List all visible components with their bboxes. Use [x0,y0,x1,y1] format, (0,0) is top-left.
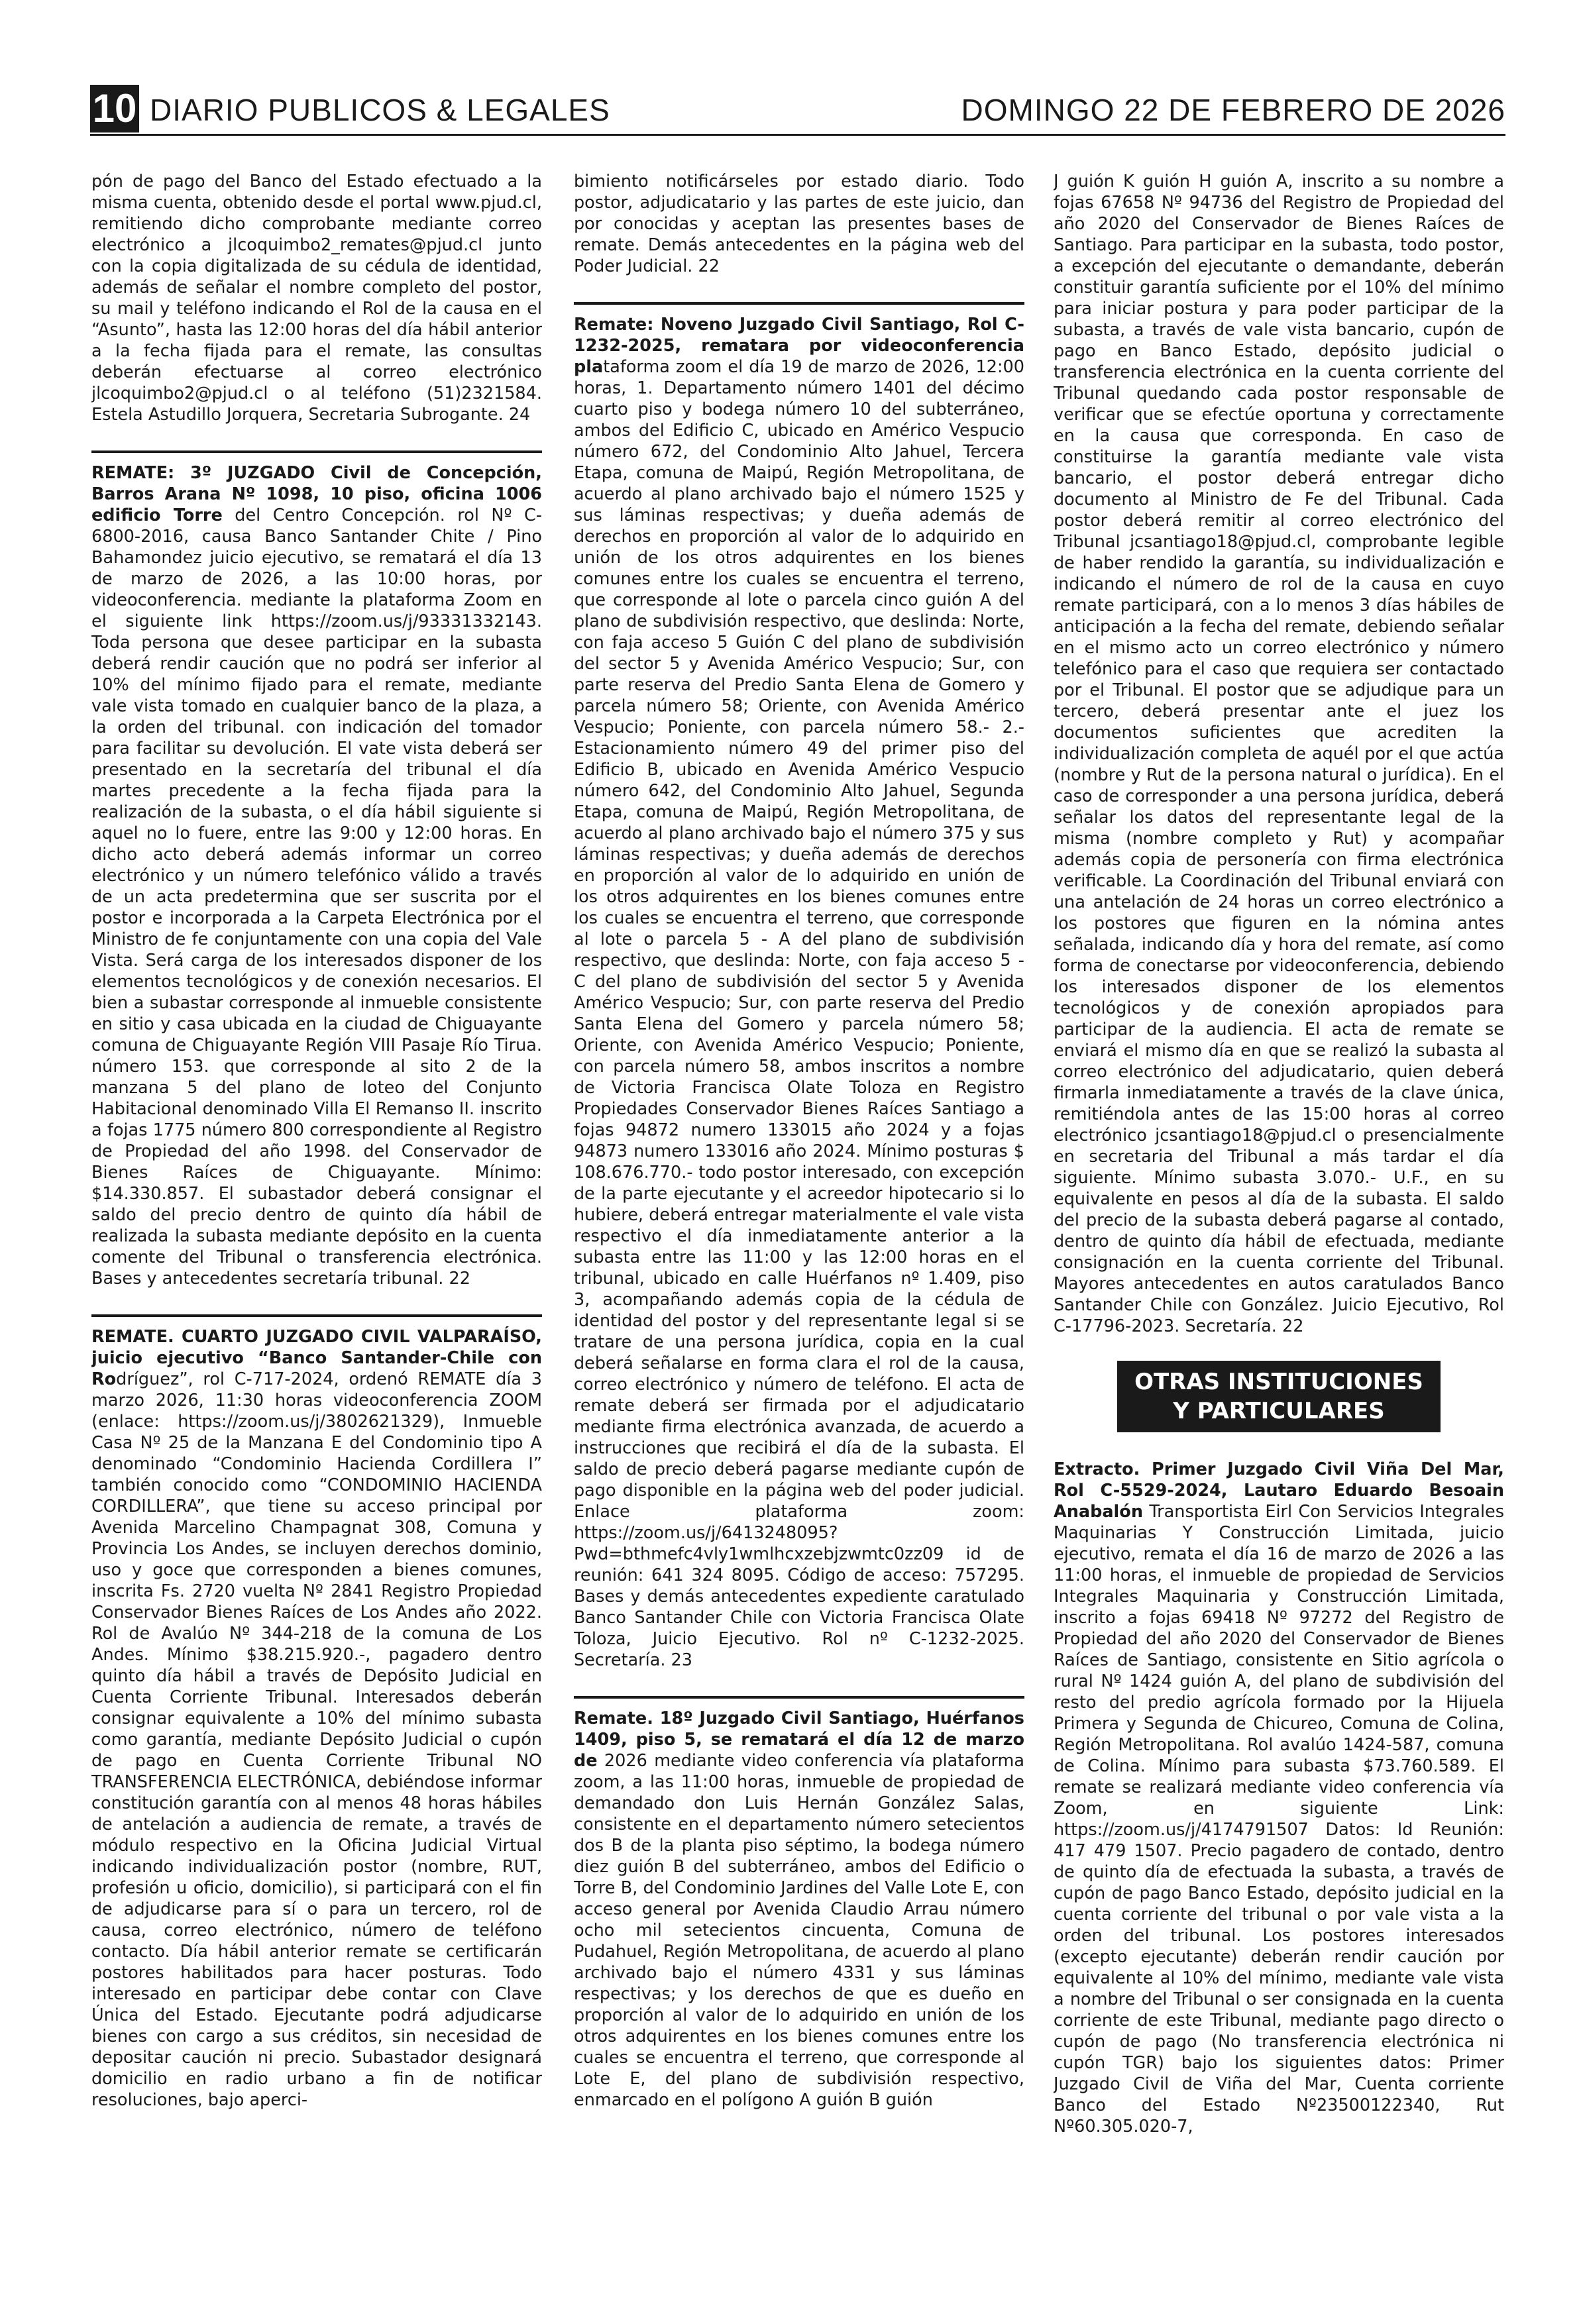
notice-heading: REMATE: 3º JUZGADO Civil de Concepción, Barros Arana Nº 1098, 10 piso, oficina 1006 edificio Torre [91,463,542,525]
legal-notice [91,450,542,1289]
notice-body: dríguez”, rol C-717-2024, ordenó REMATE día 3 marzo 2026, 11:30 horas videoconferencia ZOOM (enlace: https://zoom.us/j/3802621329), Inmueble Casa Nº 25 de la Manzana E del Condominio tipo A denominado “Condominio Hacienda Cordillera I” también conocido como “CONDOMINIO HACIENDA CORDILLERA”, que tiene su acceso principal por Avenida Marcelino Champagnat 308, Comuna y Provincia Los Andes, se incluyen derechos dominio, uso y goce que corresponden a bienes comunes, inscrita Fs. 2720 vuelta Nº 2841 Registro Propiedad Conservador Bienes Raíces de Los Andes año 2022. Rol de Avalúo Nº 344-218 de la comuna de Los Andes. Mínimo $38.215.920.-, pagadero dentro quinto día hábil a través de Depósito Judicial en Cuenta Corriente Tribunal. Interesados deberán consignar equivalente a 10% del mínimo subasta como garantía, mediante Depósito Judicial o cupón de pago en Cuenta Corriente Tribunal NO TRANSFERENCIA ELECTRÓNICA, debiéndose informar constitución garantía con al menos 48 horas hábiles de antelación a audiencia de remate, a través de módulo respectivo en la Oficina Judicial Virtual indicando individualización postor (nombre, RUT, profesión u oficio, domicilio), si participará con el fin de adjudicarse para sí o para un tercero, rol de causa, correo electrónico, número de teléfono contacto. Día hábil anterior remate se certificarán postores habilitados para hacer posturas. Todo interesado en participar debe contar con Clave Única del Estado. Ejecutante podrá adjudicarse bienes con cargo a sus créditos, sin necesidad de depositar caución ni precio. Subastador designará domicilio en radio urbano a fin de notificar resoluciones, bajo aperci- [91,1369,542,2110]
notice-heading: Remate. 18º Juzgado Civil Santiago, Huérfanos 1409, piso 5, se rematará el día 12 de marzo de [574,1709,1024,1771]
publication-date: DOMINGO 22 DE FEBRERO DE 2026 [961,93,1505,127]
section-badge-line-1: OTRAS INSTITUCIONES [1134,1369,1423,1395]
notice-body: 2026 mediante video conferencia vía plataforma zoom, a las 11:00 horas, inmueble de propiedad de demandado don Luis Hernán González Salas, consistente en el departamento número setecientos dos B de la planta piso séptimo, la bodega número diez guión B del subterráneo, ambos del Edificio o Torre B, del Condominio Jardines del Valle Lote E, con acceso general por Avenida Claudio Arrau número ocho mil setecientos cincuenta, Comuna de Pudahuel, Región Metropolitana, de acuerdo al plano archivado bajo el número 4331 y sus láminas respectivas; y los derechos de que es dueño en proporción al valor de lo adquirido en unión de los otros adquirentes en los bienes comunes entre los cuales se encuentra el terreno, que corresponde al Lote E, del plano de subdivisión respectivo, enmarcado en el polígono A guión B guión [574,1751,1024,2110]
notice-heading: Extracto. Primer Juzgado Civil Viña Del Mar, Rol C-5529-2024, Lautaro Eduardo Besoain Anabalón [1054,1459,1504,1522]
notice-heading: Remate: Noveno Juzgado Civil Santiago, Rol C-1232-2025, rematara por videoconferencia pla [574,315,1024,377]
publication-title: DIARIO PUBLICOS & LEGALES [150,93,610,127]
legal-notice [574,171,1024,277]
notice-heading: REMATE. CUARTO JUZGADO CIVIL VALPARAÍSO, juicio ejecutivo “Banco Santander-Chile con Ro [91,1327,542,1389]
page-number: 10 [90,85,139,132]
notice-body: J guión K guión H guión A, inscrito a su nombre a fojas 67658 Nº 94736 del Registro de Propiedad del año 2020 del Conservador de Bienes Raíces de Santiago. Para participar en la subasta, todo postor, a excepción del ejecutante o demandante, deberán constituir garantía suficiente por el 10% del mínimo para iniciar postura y para poder participar de la subasta, a través de vale vista bancario, cupón de pago en Banco Estado, depósito judicial o transferencia electrónica en la cuenta corriente del Tribunal quedando cada postor responsable de verificar que se efectúe oportuna y correctamente en la causa que corresponda. En caso de constituirse la garantía mediante vale vista bancario, el postor deberá entregar dicho documento al Ministro de Fe del Tribunal. Cada postor deberá remitir al correo electrónico del Tribunal jcsantiago18@pjud.cl, comprobante legible de haber rendido la garantía, su individualización e indicando el número de rol de la causa en cuyo remate participará, con a lo menos 3 días hábiles de anticipación a la fecha del remate, debiendo señalar en el mismo acto un correo electrónico y número telefónico para el caso que requiera ser contactado por el Tribunal. El postor que se adjudique para un tercero, deberá presentar ante el juez los documentos suficientes que acrediten la individualización completa de aquél por el que actúa (nombre y Rut de la persona natural o jurídica). En el caso de corresponder a una persona jurídica, deberá señalar los datos del representante legal de la misma (nombre completo y Rut) y acompañar además copia de personería con firma electrónica verificable. La Coordinación del Tribunal enviará con una antelación de 24 horas un correo electrónico a los postores que figuren en la nómina antes señalada, indicando día y hora del remate, así como forma de conectarse por videoconferencia, debiendo los interesados disponer de los elementos tecnológicos y de conexión apropiados para participar de la audiencia. El acta de remate se enviará el mismo día en que se realizó la subasta al correo electrónico del adjudicatario, quien deberá firmarla inmediatamente a través de la clave única, remitiéndola antes de las 15:00 horas al correo electrónico jcsantiago18@pjud.cl o presencialmente en secretaria del Tribunal a más tardar el día siguiente. Mínimo subasta 3.070.- U.F., en su equivalente en pesos al día de la subasta. El saldo del precio de la subasta deberá pagarse al contado, dentro de quinto día hábil de efectuada, mediante consignación en la cuenta corriente del Tribunal. Mayores antecedentes en autos caratulados Banco Santander Chile con González. Juicio Ejecutivo, Rol C-17796-2023. Secretaría. 22 [1054,172,1504,1336]
notice-body: taforma zoom el día 19 de marzo de 2026, 12:00 horas, 1. Departamento número 1401 del décimo cuarto piso y bodega número 10 del subterráneo, ambos del Edificio C, ubicado en Américo Vespucio número 672, del Condominio Alto Jahuel, Tercera Etapa, comuna de Maipú, Región Metropolitana, de acuerdo al plano archivado bajo el número 1525 y sus láminas respectivas; y dueña además de derechos en proporción al valor de lo adquirido en unión de los otros adquirentes en los bienes comunes entre los cuales se encuentra el terreno, que corresponde al lote o parcela cinco guión A del plano de subdivisión respectivo, que deslinda: Norte, con faja acceso 5 Guión C del plano de subdivisión del sector 5 y Avenida Américo Vespucio; Sur, con parte reserva del Predio Santa Elena de Gomero y parcela número 58; Oriente, con Avenida Américo Vespucio; Poniente, con parcela número 58.- 2.- Estacionamiento número 49 del primer piso del Edificio B, ubicado en Avenida Américo Vespucio número 642, del Condominio Alto Jahuel, Segunda Etapa, comuna de Maipú, Región Metropolitana, de acuerdo al plano archivado bajo el número 375 y sus láminas respectivas; y dueña además de derechos en proporción al valor de lo adquirido en unión de los otros adquirentes en los bienes comunes entre los cuales se encuentra el terreno, que corresponde al lote o parcela 5 - A del plano de subdivisión respectivo, que deslinda: Norte, con faja acceso 5 - C del plano de subdivisión del sector 5 y Avenida Américo Vespucio; Sur, con parte reserva del Predio Santa Elena del Gomero y parcela número 58; Oriente, con Avenida Américo Vespucio; Poniente, con parcela número 58, ambos inscritos a nombre de Victoria Francisca Olate Toloza en Registro Propiedades Conservador Bienes Raíces Santiago a fojas 94872 numero 133015 año 2024 y a fojas 94873 numero 133016 año 2024. Mínimo posturas $ 108.676.770.- todo postor interesado, con excepción de la parte ejecutante y el acreedor hipotecario si lo hubiere, deberá entregar materialmente el vale vista respectivo el día inmediatamente anterior a la subasta entre las 11:00 y las 12:00 horas en el tribunal, ubicado en calle Huérfanos nº 1.409, piso 3, acompañando además copia de la cédula de identidad del postor y del representante legal si se tratare de una persona jurídica, copia en la cual deberá señalarse en forma clara el rol de la causa, correo electrónico y número de teléfono. El acta de remate deberá ser firmada por el adjudicatario mediante firma electrónica avanzada, de acuerdo a instrucciones que recibirá el día de la subasta. El saldo de precio deberá pagarse mediante cupón de pago disponible en la página web del poder judicial. Enlace plataforma zoom: https://zoom.us/j/6413248095?Pwd=bthmefc4vly1wmlhcxzebjzwmtc0zz09 id de reunión: 641 324 8095. Código de acceso: 757295. Bases y demás antecedentes expediente caratulado Banco Santander Chile con Victoria Francisca Olate Toloza, Juicio Ejecutivo. Rol nº C-1232-2025. Secretaría. 23 [574,357,1024,1670]
column-3 [1054,171,1504,2298]
legal-notice [91,1314,542,2111]
column-2 [574,171,1024,2298]
notice-body: del Centro Concepción. rol Nº C-6800-2016, causa Banco Santander Chite / Pino Bahamondez juicio ejecutivo, se rematará el día 13 de marzo de 2026, a las 10:00 horas, por videoconferencia. mediante la plataforma Zoom en el siguiente link https://zoom.us/j/93331332143. Toda persona que desee participar en la subasta deberá rendir caución que no podrá ser inferior al 10% del mínimo fijado para el remate, mediante vale vista tomado en cualquier banco de la plaza, a la orden del tribunal. con indicación del tomador para facilitar su devolución. El vate vista deberá ser presentado en la secretaría del tribunal el día martes precedente a la fecha fijada para la realización de la subasta, o el día hábil siguiente si aquel no lo fuere, entre las 9:00 y 12:00 horas. En dicho acto deberá además informar un correo electrónico y un número telefónico válido a través de un acta predetermina que ser suscrita por el postor e incorporada a la Carpeta Electrónica por el Ministro de fe conjuntamente con una copia del Vale Vista. Será carga de los interesados disponer de los elementos tecnológicos y de conexión necesarios. El bien a subastar corresponde al inmueble consistente en sitio y casa ubicada en la ciudad de Chiguayante comuna de Chiguayante Región VIII Pasaje Río Tirua. número 153. que corresponde al sito 2 de la manzana 5 del plano de loteo del Conjunto Habitacional denominado Villa El Remanso II. inscrito a fojas 1775 número 800 correspondiente al Registro de Propiedad del año 1998. del Conservador de Bienes Raíces de Chiguayante. Mínimo: $14.330.857. El subastador deberá consignar el saldo del precio dentro de quinto día hábil de realizada la subasta mediante depósito en la cuenta comente del Tribunal o transferencia electrónica. Bases y antecedentes secretaría tribunal. 22 [91,505,542,1289]
notice-body: Transportista Eirl Con Servicios Integrales Maquinarias Y Construcción Limitada, juicio ejecutivo, remata el día 16 de marzo de 2026 a las 11:00 horas, el inmueble de propiedad de Servicios Integrales Maquinaria y Construcción Limitada, inscrito a fojas 69418 Nº 97272 del Registro de Propiedad del año 2020 del Conservador de Bienes Raíces de Santiago, consistente en Sitio agrícola o rural Nº 1424 guión A, del plano de subdivisión del resto del predio agrícola formado por la Hijuela Primera y Segunda de Chicureo, Comuna de Colina, Región Metropolitana. Rol avalúo 1424-587, comuna de Colina. Mínimo para subasta $73.760.589. El remate se realizará mediante video conferencia vía Zoom, en siguiente Link: https://zoom.us/j/4174791507 Datos: Id Reunión: 417 479 1507. Precio pagadero de contado, dentro de quinto día de efectuada la subasta, a través de cupón de pago Banco Estado, depósito judicial en la cuenta corriente del tribunal o por vale vista a la orden del tribunal. Los postores interesados (excepto ejecutante) deberán rendir caución por equivalente al 10% del mínimo, mediante vale vista a nombre del Tribunal o ser consignada en la cuenta corriente de este Tribunal, mediante pago directo o cupón de pago (No transferencia electrónica ni cupón TGR) bajo los siguientes datos: Primer Juzgado Civil de Viña del Mar, Cuenta corriente Banco del Estado Nº23500122340, Rut Nº60.305.020-7, [1054,1502,1504,2137]
legal-notice [574,302,1024,1671]
legal-notice [574,1696,1024,2111]
notice-body: pón de pago del Banco del Estado efectuado a la misma cuenta, obtenido desde el portal www.pjud.cl, remitiendo dicho comprobante mediante correo electrónico a jlcoquimbo2_remates@pjud.cl junto con la copia digitalizada de su cédula de identidad, además de señalar el nombre completo del postor, su mail y teléfono indicando el Rol de la causa en el “Asunto”, hasta las 12:00 horas del día hábil anterior a la fecha fijada para el remate, las consultas deberán efectuarse al correo electrónico jlcoquimbo2@pjud.cl o al teléfono (51)2321584. Estela Astudillo Jorquera, Secretaria Subrogante. 24 [91,172,542,425]
page-header [90,85,1505,132]
section-badge-line-2: Y PARTICULARES [1173,1398,1385,1424]
column-1 [91,171,542,2298]
section-header [1054,1361,1504,1432]
header-divider [90,134,1505,136]
legal-notice [91,171,542,425]
legal-notice [1054,171,1504,1337]
section-badge [1117,1361,1441,1432]
notice-body: bimiento notificárseles por estado diario. Todo postor, adjudicatario y las partes de este juicio, dan por conocidas y aceptan las presentes bases de remate. Demás antecedentes en la página web del Poder Judicial. 22 [574,172,1024,276]
legal-notice [1054,1459,1504,2137]
